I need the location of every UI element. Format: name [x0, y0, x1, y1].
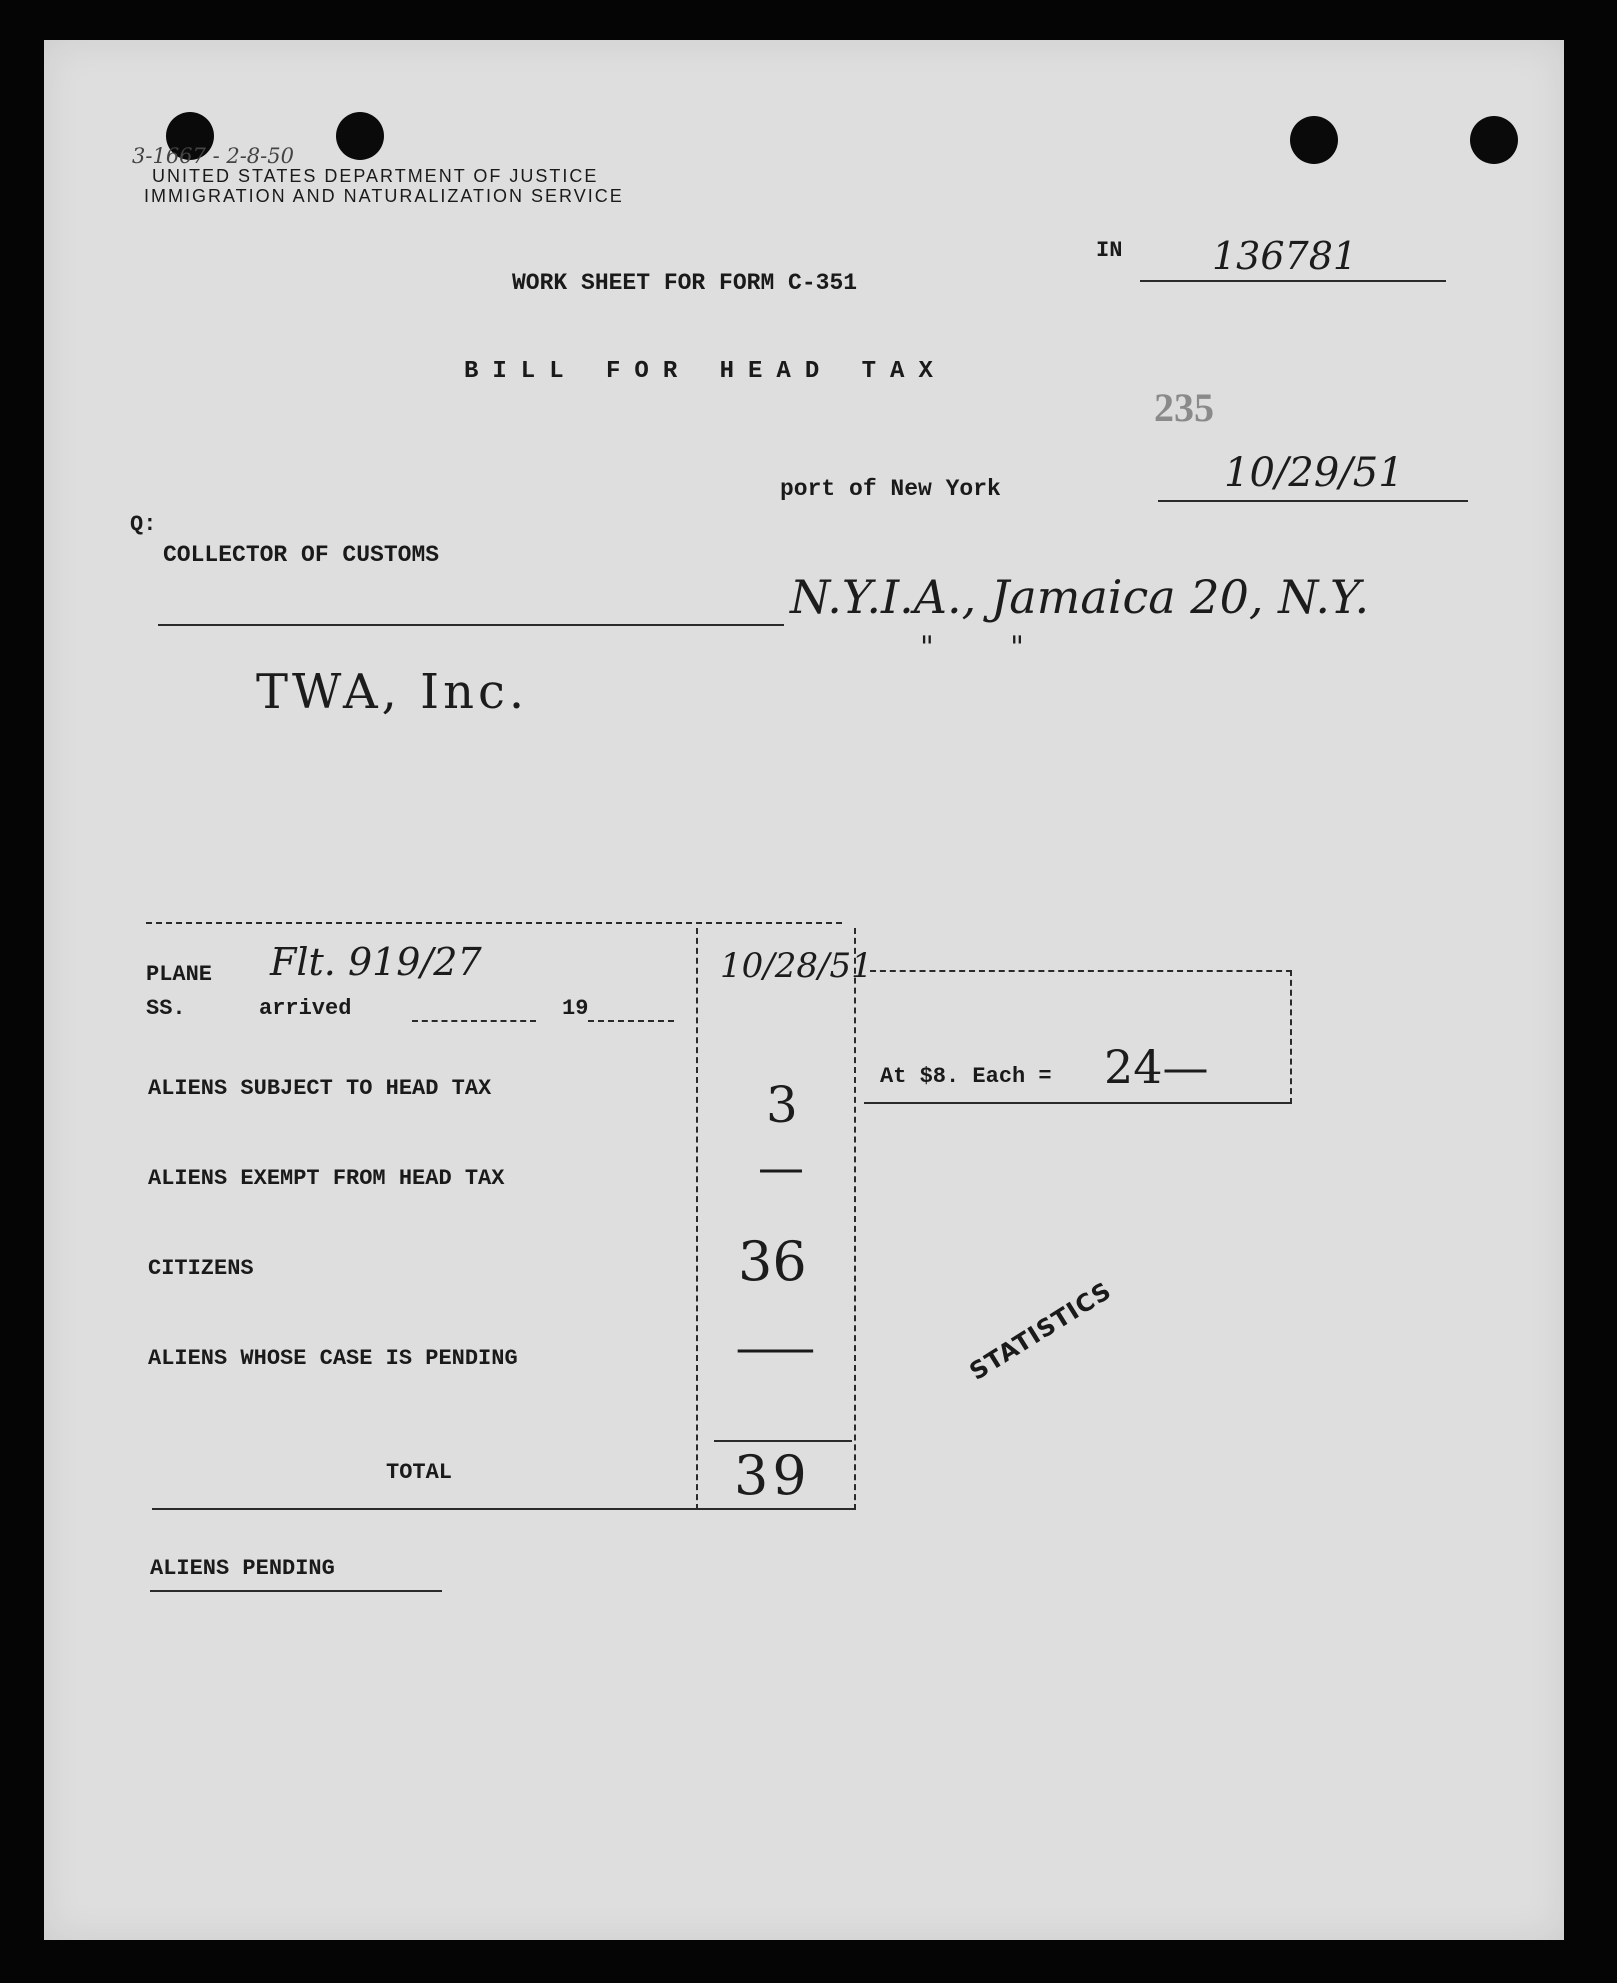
ditto-marks: " ": [920, 630, 1024, 665]
table-top-rule: [146, 922, 842, 924]
aliens-pending-underline: [150, 1590, 442, 1592]
in-number: 136781: [1212, 234, 1358, 278]
arrival-date: 10/28/51: [720, 946, 873, 986]
calc-amount: 24—: [1104, 1040, 1209, 1094]
table-divider: [696, 928, 698, 1510]
in-number-underline: [1140, 280, 1446, 282]
port-label: port of New York: [780, 476, 1001, 502]
bill-date: 10/29/51: [1224, 450, 1404, 496]
row-value-aliens-pending-case: —: [734, 1320, 817, 1374]
table-right-border: [854, 928, 856, 1510]
calc-box-top: [870, 970, 1292, 972]
in-label: IN: [1096, 238, 1123, 263]
table-bottom-rule: [152, 1508, 856, 1510]
agency-line-1: UNITED STATES DEPARTMENT OF JUSTICE: [152, 166, 599, 186]
form-code: 3-1667 - 2-8-50: [132, 144, 294, 168]
aliens-pending-label: ALIENS PENDING: [150, 1556, 335, 1581]
calc-label: At $8. Each =: [880, 1064, 1052, 1089]
flight-number: Flt. 919/27: [270, 940, 482, 984]
calc-box-bottom: [864, 1102, 1292, 1104]
ss-label: SS.: [146, 996, 186, 1021]
calc-box-right: [1290, 970, 1292, 1104]
row-label-aliens-exempt: ALIENS EXEMPT FROM HEAD TAX: [148, 1166, 505, 1191]
punch-hole: [336, 112, 384, 160]
to-prefix: Q:: [130, 512, 157, 537]
document-page: [44, 40, 1564, 1940]
year-blank: [588, 1020, 674, 1022]
punch-hole: [1470, 116, 1518, 164]
collector-location: N.Y.I.A., Jamaica 20, N.Y.: [790, 570, 1370, 624]
statistics-stamp: STATISTICS: [964, 1276, 1117, 1386]
punch-hole: [1290, 116, 1338, 164]
year-prefix: 19: [562, 996, 589, 1021]
stamped-number: 235: [1154, 385, 1214, 430]
row-label-aliens-pending-case: ALIENS WHOSE CASE IS PENDING: [148, 1346, 518, 1371]
to-label: COLLECTOR OF CUSTOMS: [163, 542, 440, 568]
date-underline: [1158, 500, 1468, 502]
bill-title: BILL FOR HEAD TAX: [464, 358, 947, 385]
row-value-aliens-subject: 3: [766, 1076, 798, 1134]
collector-underline: [158, 624, 784, 626]
arrived-label: arrived: [259, 996, 352, 1021]
arrived-blank: [412, 1020, 536, 1022]
total-separator: [714, 1440, 852, 1442]
row-value-citizens: 36: [738, 1230, 807, 1293]
carrier-name: TWA, Inc.: [256, 664, 529, 720]
plane-label: PLANE: [146, 962, 213, 987]
row-label-aliens-subject: ALIENS SUBJECT TO HEAD TAX: [148, 1076, 492, 1101]
work-sheet-title: WORK SHEET FOR FORM C-351: [512, 270, 858, 296]
total-value: 39: [734, 1444, 811, 1507]
row-value-aliens-exempt: —: [758, 1140, 804, 1194]
total-label: TOTAL: [386, 1460, 453, 1485]
agency-line-2: IMMIGRATION AND NATURALIZATION SERVICE: [144, 186, 624, 206]
row-label-citizens: CITIZENS: [148, 1256, 254, 1281]
